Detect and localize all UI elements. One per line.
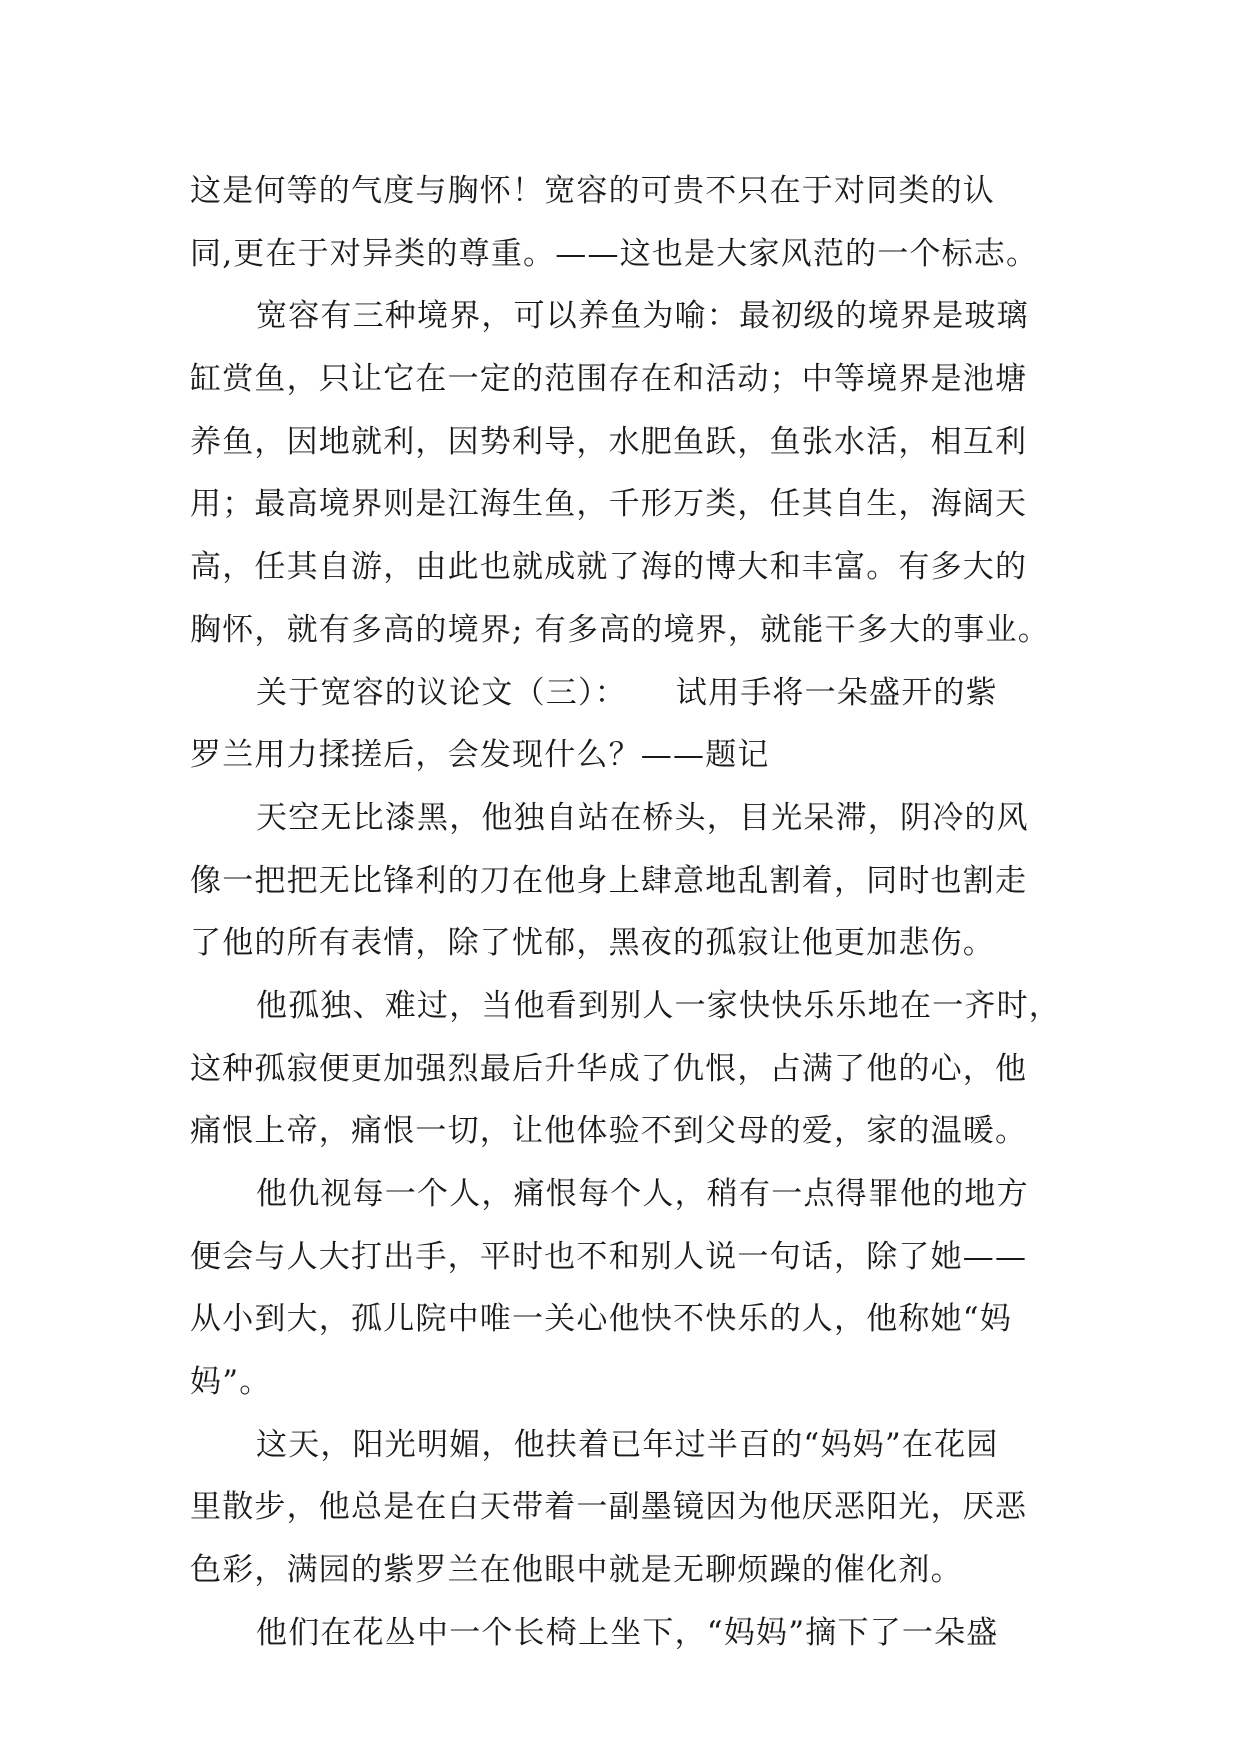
text-line: 这种孤寂便更加强烈最后升华成了仇恨，占满了他的心，他: [190, 1050, 1028, 1087]
text-line: 痛恨上帝，痛恨一切，让他体验不到父母的爱，家的温暖。: [190, 1113, 1028, 1150]
text-line: 了他的所有表情，除了忧郁，黑夜的孤寂让他更加悲伤。: [190, 925, 995, 962]
text-line: 高，任其自游，由此也就成就了海的博大和丰富。有多大的: [190, 549, 1028, 586]
text-line: 同,更在于对异类的尊重。——这也是大家风范的一个标志。: [190, 235, 1039, 272]
text-line: 缸赏鱼，只让它在一定的范围存在和活动；中等境界是池塘: [190, 361, 1028, 398]
text-line: 像一把把无比锋利的刀在他身上肆意地乱割着，同时也割走: [190, 862, 1028, 899]
text-line: 用；最高境界则是江海生鱼，千形万类，任其自生，海阔天: [190, 486, 1028, 523]
text-line: 胸怀，就有多高的境界; 有多高的境界，就能干多大的事业。: [190, 611, 1050, 648]
text-line: 他孤独、难过，当他看到别人一家快快乐乐地在一齐时，: [256, 987, 1061, 1024]
text-line: 他们在花丛中一个长椅上坐下，“妈妈”摘下了一朵盛: [256, 1614, 999, 1651]
text-line: 色彩，满园的紫罗兰在他眼中就是无聊烦躁的催化剂。: [190, 1552, 963, 1589]
text-line: 罗兰用力揉搓后，会发现什么？——题记: [190, 737, 770, 774]
text-line: 妈”。: [190, 1364, 272, 1401]
text-line: 这是何等的气度与胸怀！宽容的可贵不只在于对同类的认: [190, 173, 995, 209]
text-line: 他仇视每一个人，痛恨每个人，稍有一点得罪他的地方: [256, 1176, 1029, 1212]
text-line: 这天，阳光明媚，他扶着已年过半百的“妈妈”在花园: [256, 1426, 999, 1463]
text-line: 宽容有三种境界，可以养鱼为喻：最初级的境界是玻璃: [256, 298, 1029, 335]
text-line: 从小到大，孤儿院中唯一关心他快不快乐的人，他称她“妈: [190, 1301, 1013, 1338]
text-line: 天空无比漆黑，他独自站在桥头，目光呆滞，阴冷的风: [256, 799, 1029, 836]
text-line: 里散步，他总是在白天带着一副墨镜因为他厌恶阳光，厌恶: [190, 1489, 1028, 1526]
text-line: 便会与人大打出手，平时也不和别人说一句话，除了她——: [190, 1238, 1028, 1275]
text-line: 关于宽容的议论文（三）： 试用手将一朵盛开的紫: [256, 674, 998, 711]
essay-text-body: [190, 160, 1090, 1665]
text-line: 养鱼，因地就利，因势利导，水肥鱼跃，鱼张水活，相互利: [190, 423, 1028, 460]
